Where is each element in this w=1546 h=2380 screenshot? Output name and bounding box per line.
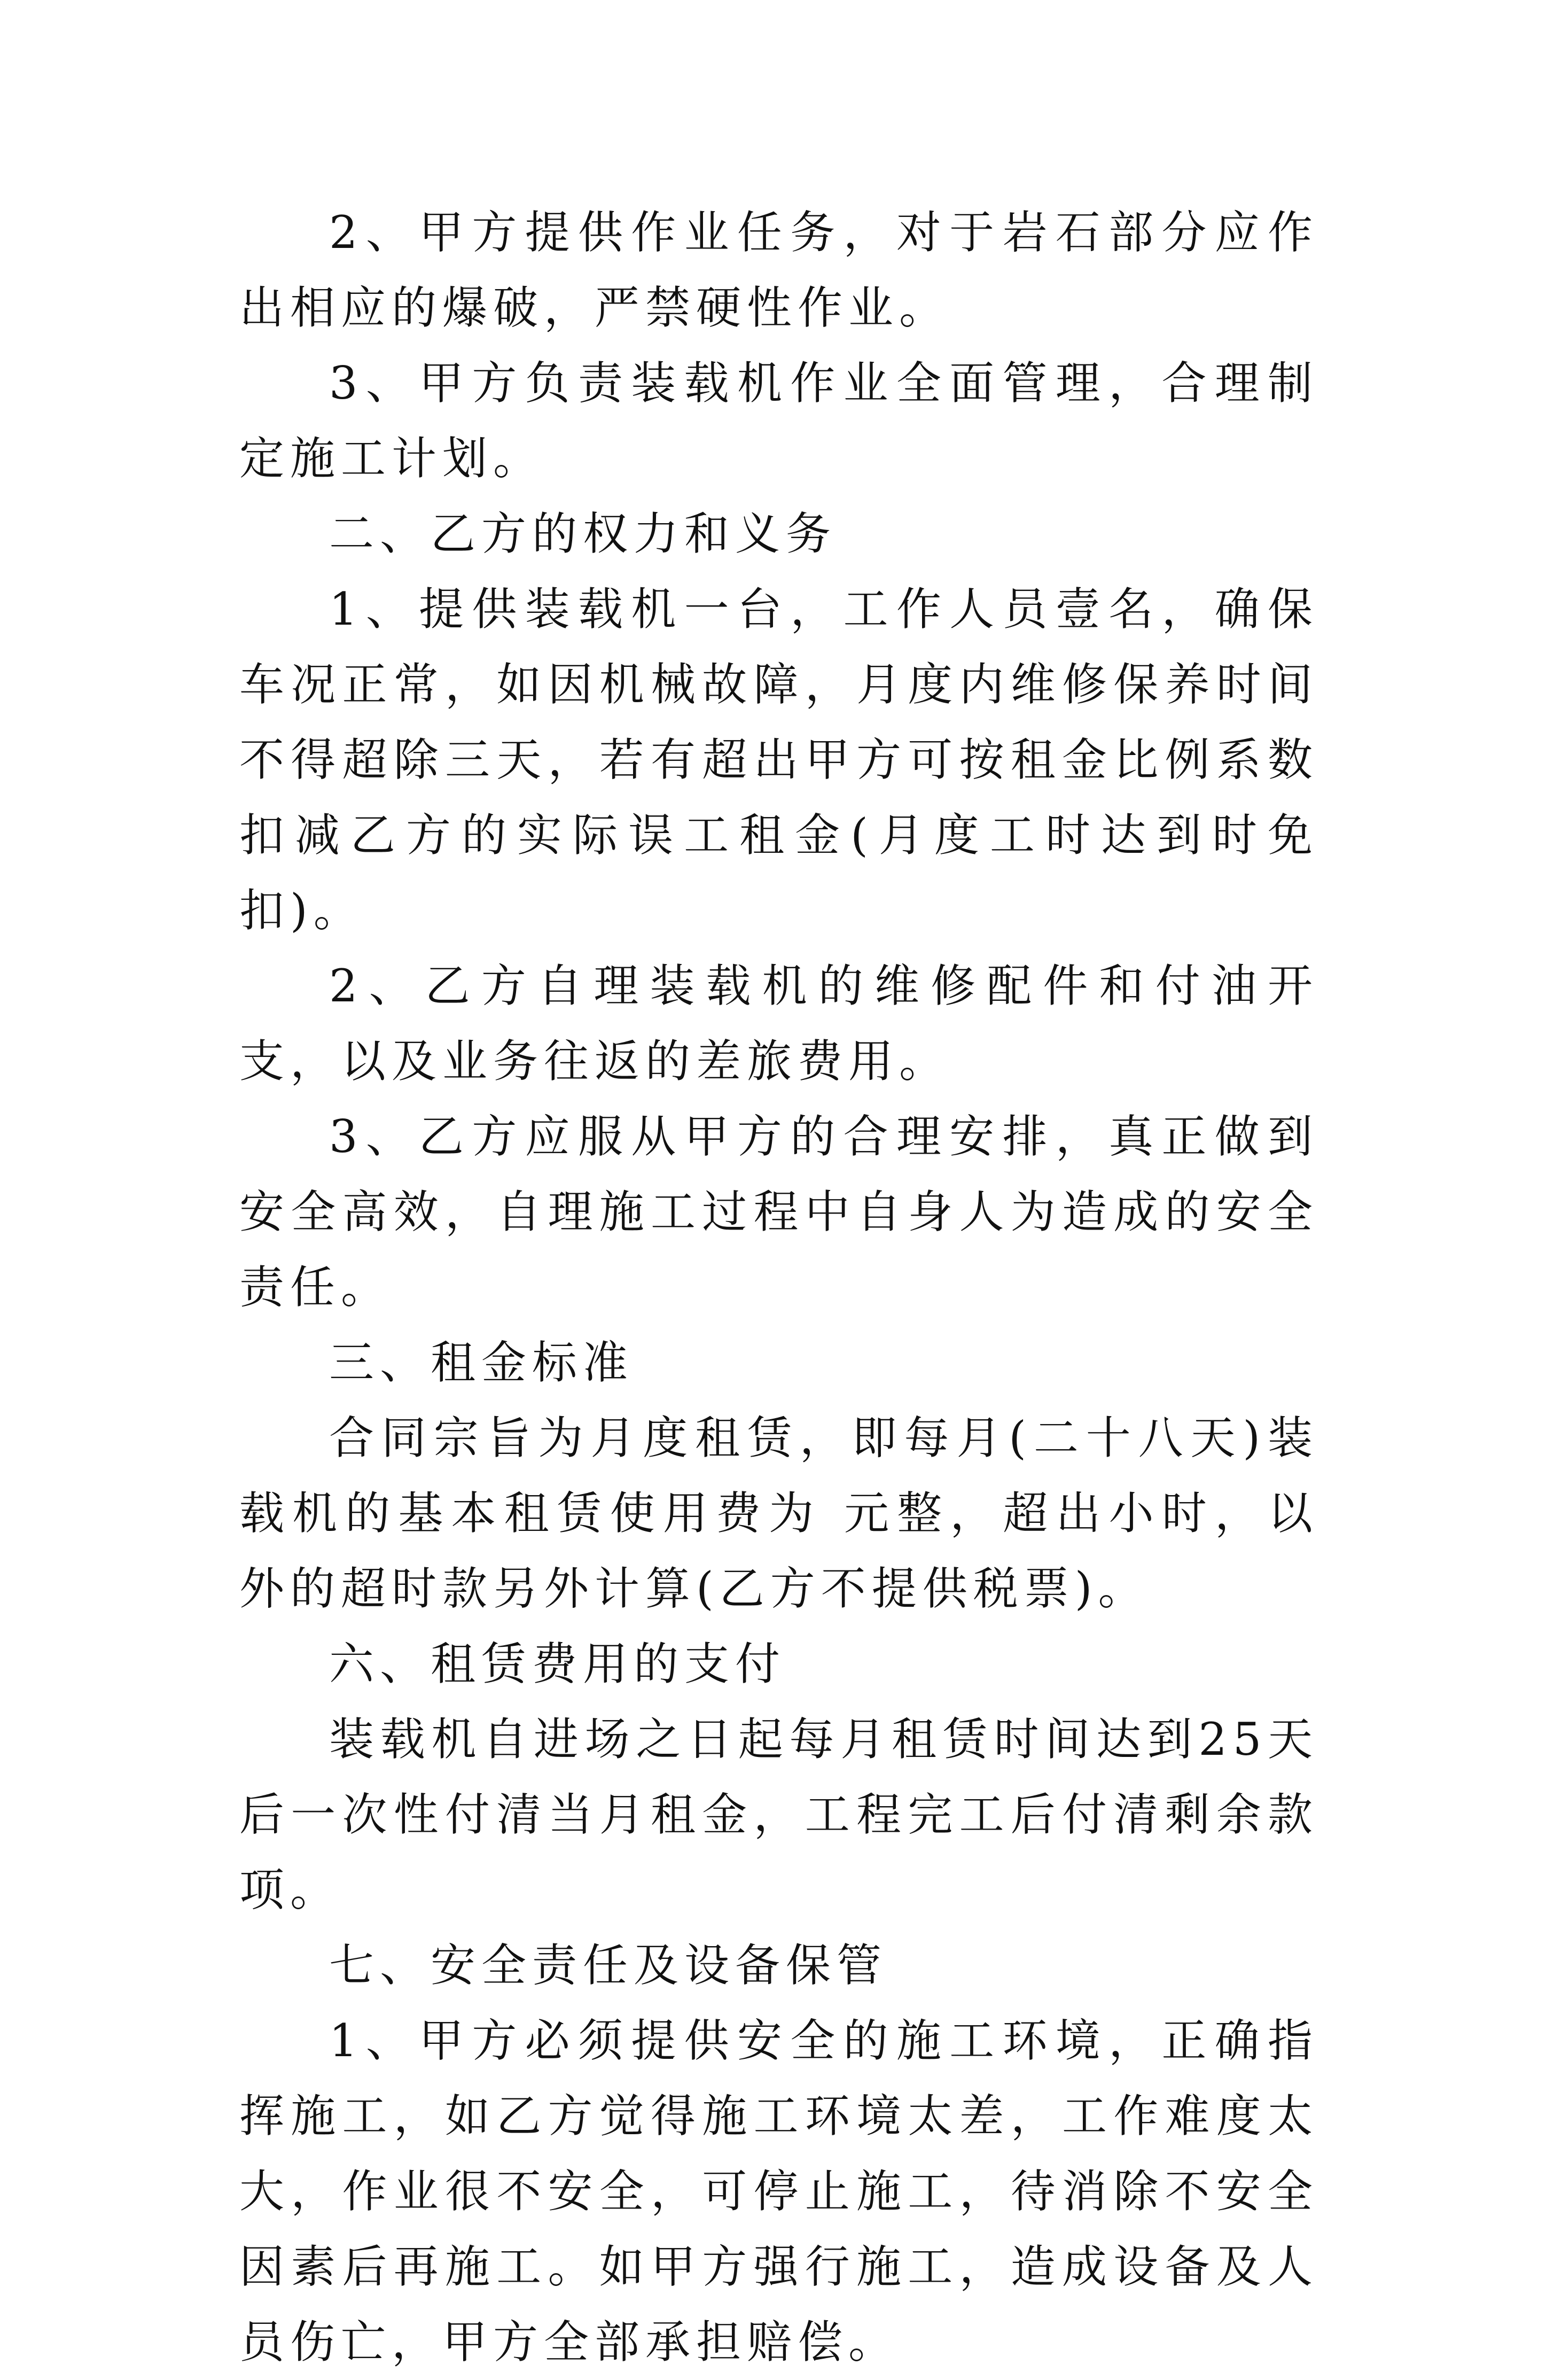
clause-3-party-b-safety: 3、乙方应服从甲方的合理安排，真正做到安全高效，自理施工过程中自身人为造成的安全责任。 xyxy=(239,1110,1318,1313)
clause-1-safety-environment: 1、甲方必须提供安全的施工环境，正确指挥施工，如乙方觉得施工环境太差，工作难度太大，作业很不安全，可停止施工，待消除不安全因素后再施工。如甲方强行施工，造成设备及人员伤亡，甲方全部承担赔偿。 xyxy=(239,2015,1318,2368)
clause-rent-payment: 装载机自进场之日起每月租赁时间达到25天后一次性付清当月租金，工程完工后付清剩余款项。 xyxy=(239,1713,1318,1916)
clause-rent-standard: 合同宗旨为月度租赁，即每月(二十八天)装载机的基本租赁使用费为 元整，超出小时，以外的超时款另外计算(乙方不提供税票)。 xyxy=(239,1412,1318,1615)
section-heading-safety-custody: 七、安全责任及设备保管 xyxy=(329,1939,888,1992)
clause-3-party-a-management: 3、甲方负责装载机作业全面管理，合理制定施工计划。 xyxy=(239,357,1318,485)
section-heading-rent-standard: 三、租金标准 xyxy=(329,1336,634,1389)
clause-2-party-b-expenses: 2、乙方自理装载机的维修配件和付油开支，以及业务往返的差旅费用。 xyxy=(239,960,1318,1087)
document-body xyxy=(239,195,1318,2380)
section-heading-rent-payment: 六、租赁费用的支付 xyxy=(329,1638,786,1690)
clause-1-party-b-equipment: 1、提供装载机一台，工作人员壹名，确保车况正常，如因机械故障，月度内维修保养时间不得超除三天，若有超出甲方可按租金比例系数扣减乙方的实际误工租金(月度工时达到时免扣)。 xyxy=(239,583,1318,937)
clause-2-party-a-blasting: 2、甲方提供作业任务，对于岩石部分应作出相应的爆破，严禁硬性作业。 xyxy=(239,206,1318,334)
section-heading-party-b-rights: 二、乙方的权力和义务 xyxy=(329,508,837,560)
